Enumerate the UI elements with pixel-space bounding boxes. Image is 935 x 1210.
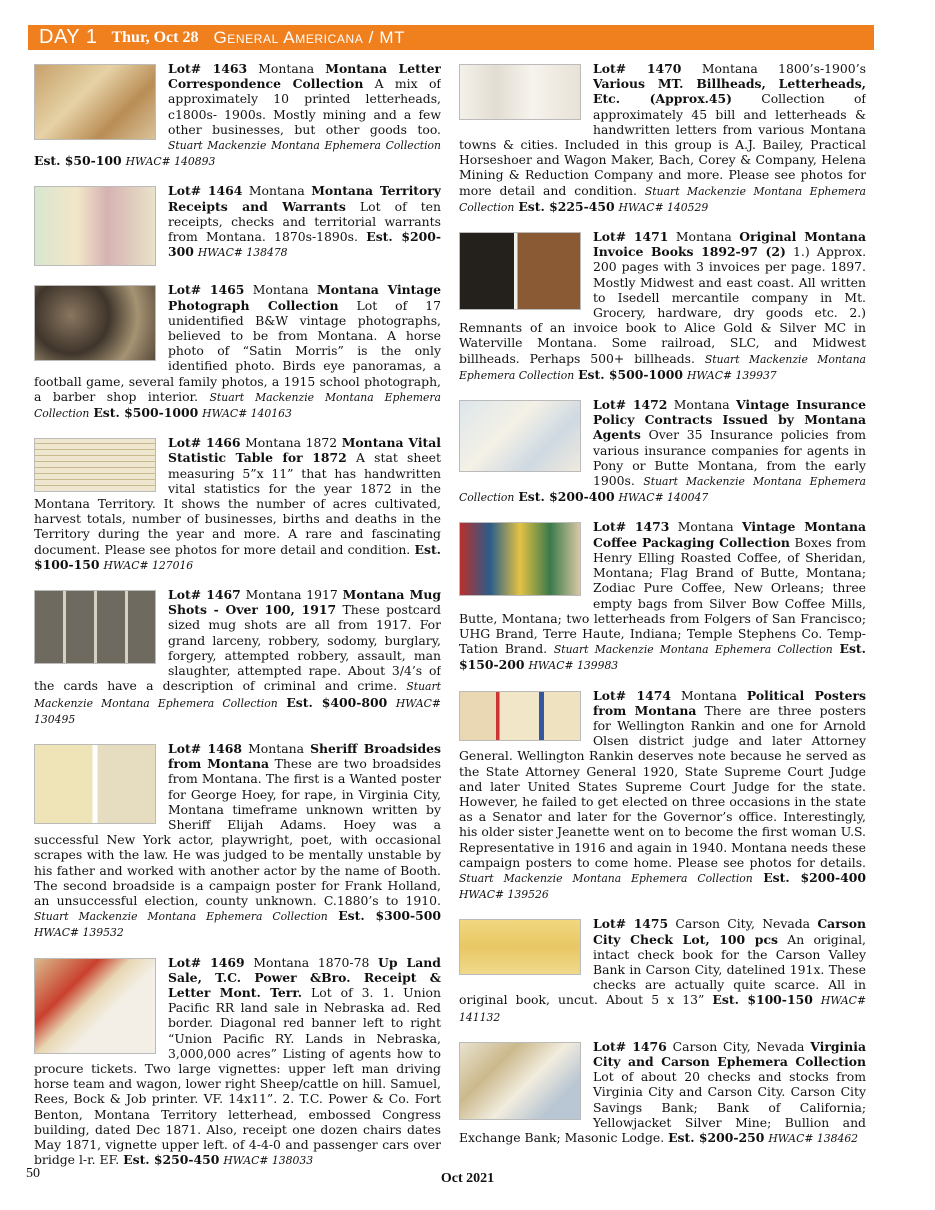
lot-hwac: HWAC# 138478 [197,246,288,260]
lot-location: Carson City, Nevada [672,1038,805,1054]
lot-hwac: HWAC# 139983 [528,659,619,673]
lot-title: Carson City Check Lot, 100 pcs [593,916,866,947]
lot-1464 [34,183,441,268]
lot-location: Montana [248,740,304,756]
lot-location: Montana [252,282,309,298]
section-header-bar [28,25,874,50]
lot-1465-photo[interactable] [34,285,156,361]
lot-number: Lot# 1464 [168,183,243,199]
lot-estimate: Est. $400-800 [286,694,388,710]
lot-description: There are three posters for Wellington Rankin and one for Arnold Olsen district judge and later Attorney General. Wellington Rankin deserves note because he served as the State Attorney General 1920, State Supreme Court Judge and later United States Supreme Court Judge for the state. However, he failed to get elected on three occasions in the state as a Senator and later for the Governor’s office. Interestingly, his older sister Jeanette went on to become the first woman U.S. Representative in 1916 and again in 1940. Montana needs these campaign posters to come home. Please see photos for details. [459,702,866,870]
lot-number: Lot# 1475 [593,916,669,932]
lot-1466 [34,435,441,573]
lot-title: Montana Vintage Photograph Collection [168,282,441,313]
lot-number: Lot# 1468 [168,740,243,756]
lot-title: Montana Mug Shots - Over 100, 1917 [168,587,441,618]
lot-description: 1.) Approx. 200 pages with 3 invoices per page. 1897. Mostly Midwest and east coast. All written to Isedell mercantile company in Mt. Grocery, hardware, dry goods etc. 2.) Remnants of an invoice book to Alice Gold & Silver MC in Waterville Montana. Some railroad, SLC, and Midwest billheads. Perhaps 500+ billheads. [459,244,866,366]
lot-estimate: Est. $200-300 [168,229,441,260]
lot-1467-photo[interactable] [34,590,156,664]
lot-collection: Stuart Mackenzie Montana Ephemera Collection [459,871,753,885]
lot-number: Lot# 1469 [168,954,245,970]
lot-number: Lot# 1473 [593,519,670,535]
lot-hwac: HWAC# 127016 [103,558,194,572]
lot-1469 [34,955,441,1169]
lot-title: Sheriff Broadsides from Montana [168,740,441,772]
lot-number: Lot# 1474 [593,687,671,703]
lot-estimate: Est. $100-150 [712,992,813,1008]
lot-estimate: Est. $500-1000 [578,366,683,382]
lot-collection: Stuart Mackenzie Montana Ephemera Collection [553,643,833,657]
lot-location: Montana 1870-78 [253,954,370,970]
lot-hwac: HWAC# 140163 [202,407,292,421]
lot-1471 [459,229,866,383]
lot-location: Montana 1800’s-1900’s [701,61,866,76]
lot-1464-photo[interactable] [34,186,156,266]
lot-collection: Stuart Mackenzie Montana Ephemera Collection [34,910,328,924]
lot-title: Vintage Insurance Policy Contracts Issued by Montana Agents [593,397,866,443]
lot-location: Montana [673,397,730,413]
lot-collection: Stuart Mackenzie Montana Ephemera Collection [459,352,866,382]
lot-estimate: Est. $300-500 [338,908,441,924]
lot-location: Montana [680,687,737,703]
lot-estimate: Est. $200-250 [668,1130,765,1145]
lot-estimate: Est. $150-200 [459,641,866,673]
lot-hwac: HWAC# 140047 [618,491,709,505]
lot-1471-photo[interactable] [459,232,581,310]
lot-title: Political Posters from Montana [593,687,866,718]
lot-hwac: HWAC# 130495 [34,696,441,726]
lot-number: Lot# 1476 [593,1038,667,1054]
lot-hwac: HWAC# 138033 [223,1154,314,1168]
lot-description: A stat sheet measuring 5”x 11” that has handwritten vital statistics for the year 1872 in the Montana Territory. It shows the number of acres cultivated, harvest totals, number of businesses, births and deaths in the Territory during the year and more. A rare and fascinating document. Please see photos for more detail and condition. [34,450,441,557]
lot-collection: Stuart Mackenzie Montana Ephemera Collection [459,184,866,214]
lot-estimate: Est. $200-400 [763,869,866,885]
header-category: General Americana / MT [213,27,406,47]
lot-number: Lot# 1465 [168,282,245,298]
lot-location: Montana 1917 [245,587,338,603]
lot-location: Carson City, Nevada [675,916,811,932]
lot-estimate: Est. $500-1000 [93,405,199,421]
header-date: Thur, Oct 28 [111,28,199,46]
lot-estimate: Est. $250-450 [123,1152,220,1168]
lot-1476 [459,1039,866,1146]
header-day: DAY 1 [39,26,98,48]
lot-1472 [459,397,866,505]
lot-title: Montana Letter Correspondence Collection [168,61,441,92]
lot-number: Lot# 1471 [593,229,669,245]
lot-hwac: HWAC# 140529 [618,200,709,214]
lot-description: Boxes from Henry Elling Roasted Coffee, of Sheridan, Montana; Flag Brand of Butte, Montana; Zodiac Pure Coffee, New Orleans; three empty bags from Silver Bow Coffee Mills, Butte, Montana; two letterheads from Folgers of San Francisco; UHG Brand, Terre Haute, Indiana; Temple Stephens Co. Temp-Tation Brand. [459,534,866,657]
lot-1476-photo[interactable] [459,1042,581,1120]
lot-1475-photo[interactable] [459,919,581,975]
lot-1473-photo[interactable] [459,522,581,596]
lot-1468 [34,741,441,941]
lot-number: Lot# 1466 [168,435,241,451]
lot-1466-photo[interactable] [34,438,156,492]
lot-location: Montana [675,229,732,245]
lot-description: These postcard sized mug shots are all from 1917. For grand larceny, robbery, sodomy, burglary, forgery, attempted robbery, assault, man slaughter, attempted rape. About 3/4’s of the cards have a description of criminal and crime. [34,602,441,694]
lot-estimate: Est. $50-100 [34,153,122,169]
lot-hwac: HWAC# 139532 [34,926,124,940]
lot-description: Collection of approximately 45 bill and letterheads & handwritten letters from various Montana towns & cities. Included in this group is A.J. Bailey, Practical Horseshoer and Wagon Maker, Bach, Corey & Company, Helena Mining & Reduction Company and more. Please see photos for more detail and condition. [459,91,866,198]
lot-collection: Stuart Mackenzie Montana Ephemera Collection [34,390,441,421]
lot-hwac: HWAC# 140893 [125,155,216,169]
lot-collection: Stuart Mackenzie Montana Ephemera Collection [168,139,441,153]
lot-location: Montana [677,519,734,535]
lot-1473 [459,519,866,673]
lot-collection: Stuart Mackenzie Montana Ephemera Collection [34,680,441,710]
lot-1472-photo[interactable] [459,400,581,472]
lot-1470 [459,61,866,215]
lot-number: Lot# 1470 [593,61,682,76]
lot-1474 [459,688,866,903]
lot-title: Montana Vital Statistic Table for 1872 [168,435,441,466]
lot-title: Virginia City and Carson Ephemera Collection [593,1038,866,1069]
lot-hwac: HWAC# 141132 [459,994,866,1024]
lot-estimate: Est. $100-150 [34,541,441,572]
lot-number: Lot# 1472 [593,397,668,413]
page-number: 50 [26,1166,40,1181]
lot-hwac: HWAC# 138462 [768,1132,859,1145]
lot-title: Various MT. Billheads, Letterheads, Etc. (Approx.45) [593,76,866,107]
lot-1470-photo[interactable] [459,64,581,120]
lot-location: Montana [258,61,315,76]
lot-title: Montana Territory Receipts and Warrants [168,183,441,214]
lot-location: Montana [248,183,305,199]
lot-1465 [34,282,441,421]
footer-date: Oct 2021 [440,1171,495,1186]
lot-title: Up Land Sale, T.C. Power &Bro. Receipt & Letter Mont. Terr. [168,954,441,1000]
lot-1468-photo[interactable] [34,744,156,824]
lot-location: Montana 1872 [245,435,338,451]
lot-1469-photo[interactable] [34,958,156,1054]
left-column [34,61,441,1182]
lot-title: Vintage Montana Coffee Packaging Collection [593,519,866,550]
lot-1463-photo[interactable] [34,64,156,140]
right-column [459,61,866,1160]
lot-description: An original, intact check book for the Carson Valley Bank in Carson City, datelined 191x. These checks are actually quite scarce. All in original book, uncut. About 5 x 13” [459,931,866,1008]
lot-description: These are two broadsides from Montana. The first is a Wanted poster for George Hoey, for rape, in Virginia City, Montana timeframe unknown written by Sheriff Elijah Adams. Hoey was a successful New York actor, playwright, poet, with occasional scrapes with the law. He was judged to be mentally unstable by his father and worked with another actor by the name of Booth. The second broadside is a campaign poster for Frank Holland, an unsuccessful election, county unknown. C.1880’s to 1910. [34,756,441,908]
lot-title: Original Montana Invoice Books 1892-97 (2) [593,229,866,260]
lot-description: Over 35 Insurance policies from various insurance companies for agents in Pony or Butte Montana, from the early 1900s. [593,427,866,489]
lot-number: Lot# 1467 [168,587,241,603]
lot-1467 [34,587,441,727]
lot-description: A mix of approximately 10 printed letterheads, c1800s- 1900s. Mostly mining and a few other businesses, but other goods too. [168,76,441,137]
lot-description: Lot of ten receipts, checks and territorial warrants from Montana. 1870s-1890s. [168,198,441,245]
lot-number: Lot# 1463 [168,61,248,76]
lot-hwac: HWAC# 139937 [686,368,777,382]
lot-1475 [459,916,866,1024]
lot-1474-photo[interactable] [459,691,581,741]
lot-hwac: HWAC# 139526 [459,888,549,902]
lot-collection: Stuart Mackenzie Montana Ephemera Collection [459,475,866,505]
lot-estimate: Est. $225-450 [518,198,615,214]
lot-description: Lot of about 20 checks and stocks from Virginia City and Carson City. Carson City Savings Bank; Bank of California; Yellowjacket Silver Mine; Bullion and Exchange Bank; Masonic Lodge. [459,1069,866,1145]
lot-description: Lot of 3. 1. Union Pacific RR land sale in Nebraska ad. Red border. Diagonal red banner left to right “Union Pacific RY. Lands in Nebraska, 3,000,000 acres” Listing of agents how to procure tickets. Two large vignettes: upper left man driving horse team and wagon, lower right Sheep/cattle on hill. Samuel, Rees, Bock & Job printer. VF. 14x11”. 2. T.C. Power & Co. Fort Benton, Montana Territory letterhead, embossed Congress building, dated Dec 1871. Also, receipt one dozen chairs dates May 1871, vignette upper left. of 4-4-0 and passenger cars over bridge l-r. EF. [34,984,441,1168]
lot-estimate: Est. $200-400 [518,489,615,505]
lot-1463 [34,61,441,169]
lot-description: Lot of 17 unidentified B&W vintage photographs, believed to be from Montana. A horse photo of “Satin Morris” is the only identified photo. Birds eye panoramas, a football game, several family photos, a 1915 school photograph, a barber shop interior. [34,297,441,404]
